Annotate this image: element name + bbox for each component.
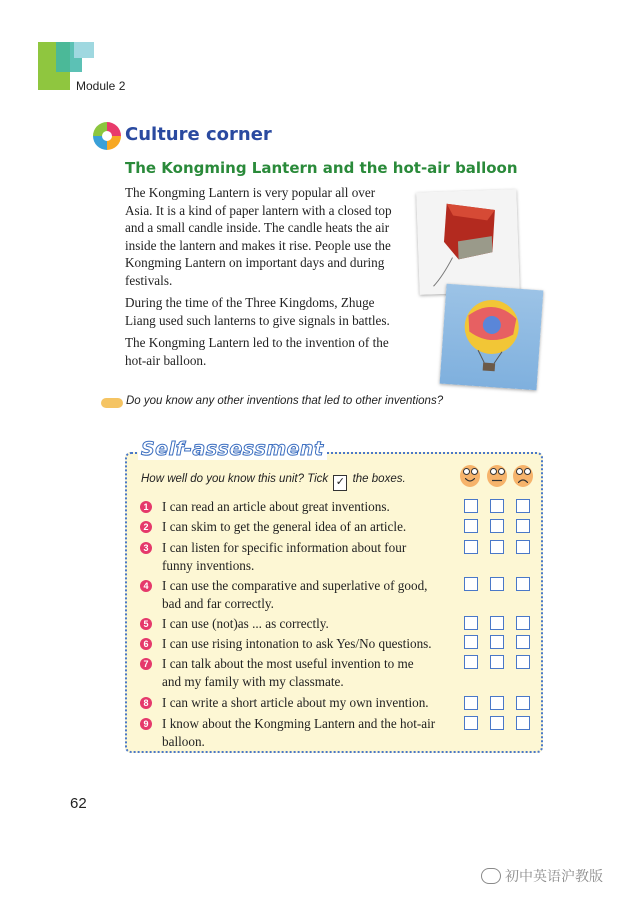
self-assessment-instruction: How well do you know this unit? Tick ✓ the boxes. (141, 473, 406, 491)
discussion-question: Do you know any other inventions that led to other inventions? (126, 395, 444, 407)
assessment-item: I know about the Kongming Lantern and the hot-air balloon. (162, 716, 436, 749)
assessment-item: I can read an article about great inventions. (162, 499, 390, 514)
culture-corner-icon (93, 122, 121, 150)
tick-icon: ✓ (333, 475, 347, 491)
checkbox-poor[interactable] (516, 499, 530, 513)
checkbox-poor[interactable] (516, 716, 530, 730)
item-number: 9 (140, 718, 152, 730)
paragraph-1: The Kongming Lantern is very popular all over Asia. It is a kind of paper lantern with a closed top and a small candle inside. The candle heats the air inside the lantern and makes it rise. People use the Kongming Lantern on important days and during festivals. (125, 185, 392, 288)
checkbox-good[interactable] (464, 519, 478, 533)
section-title: Culture corner (125, 124, 272, 145)
checkbox-poor[interactable] (516, 696, 530, 710)
checkbox-poor[interactable] (516, 635, 530, 649)
item-number: 5 (140, 618, 152, 630)
assessment-item: I can use rising intonation to ask Yes/No questions. (162, 636, 432, 651)
checkbox-ok[interactable] (490, 499, 504, 513)
item-number: 1 (140, 501, 152, 513)
hot-air-balloon-photo (440, 284, 544, 391)
item-number: 2 (140, 521, 152, 533)
module-label: Module 2 (76, 79, 126, 93)
question-marker-icon (101, 398, 123, 408)
kongming-lantern-photo (416, 189, 519, 294)
paragraph-3: The Kongming Lantern led to the invention of the hot-air balloon. (125, 335, 389, 368)
assessment-item: I can skim to get the general idea of an article. (162, 519, 407, 534)
page-number: 62 (70, 795, 87, 812)
happy-face-icon (460, 465, 480, 487)
sad-face-icon (513, 465, 533, 487)
assessment-item: I can talk about the most useful invention to me and my family with my classmate. (162, 656, 414, 689)
paragraph-2: During the time of the Three Kingdoms, Zhuge Liang used such lanterns to give signals in battles. (125, 295, 390, 328)
item-number: 3 (140, 542, 152, 554)
wechat-icon (481, 868, 501, 884)
checkbox-good[interactable] (464, 540, 478, 554)
checkbox-poor[interactable] (516, 540, 530, 554)
item-number: 7 (140, 658, 152, 670)
checkbox-ok[interactable] (490, 519, 504, 533)
checkbox-ok[interactable] (490, 716, 504, 730)
checkbox-good[interactable] (464, 716, 478, 730)
assessment-item: I can use (not)as ... as correctly. (162, 616, 329, 631)
checkbox-poor[interactable] (516, 616, 530, 630)
checkbox-good[interactable] (464, 616, 478, 630)
checkbox-good[interactable] (464, 696, 478, 710)
checkbox-ok[interactable] (490, 635, 504, 649)
self-assessment-title: Self-assessment (138, 438, 327, 460)
checkbox-poor[interactable] (516, 655, 530, 669)
item-number: 4 (140, 580, 152, 592)
watermark: 初中英语沪教版 (505, 869, 603, 885)
assessment-item: I can listen for specific information about four funny inventions. (162, 540, 407, 573)
assessment-item: I can use the comparative and superlative of good, bad and far correctly. (162, 578, 428, 611)
item-number: 8 (140, 697, 152, 709)
article-title: The Kongming Lantern and the hot-air balloon (125, 159, 518, 177)
checkbox-poor[interactable] (516, 577, 530, 591)
checkbox-good[interactable] (464, 635, 478, 649)
checkbox-good[interactable] (464, 499, 478, 513)
checkbox-good[interactable] (464, 577, 478, 591)
checkbox-ok[interactable] (490, 696, 504, 710)
checkbox-good[interactable] (464, 655, 478, 669)
item-number: 6 (140, 638, 152, 650)
checkbox-poor[interactable] (516, 519, 530, 533)
checkbox-ok[interactable] (490, 540, 504, 554)
checkbox-ok[interactable] (490, 655, 504, 669)
checkbox-ok[interactable] (490, 577, 504, 591)
checkbox-ok[interactable] (490, 616, 504, 630)
neutral-face-icon (487, 465, 507, 487)
assessment-item: I can write a short article about my own invention. (162, 695, 429, 710)
